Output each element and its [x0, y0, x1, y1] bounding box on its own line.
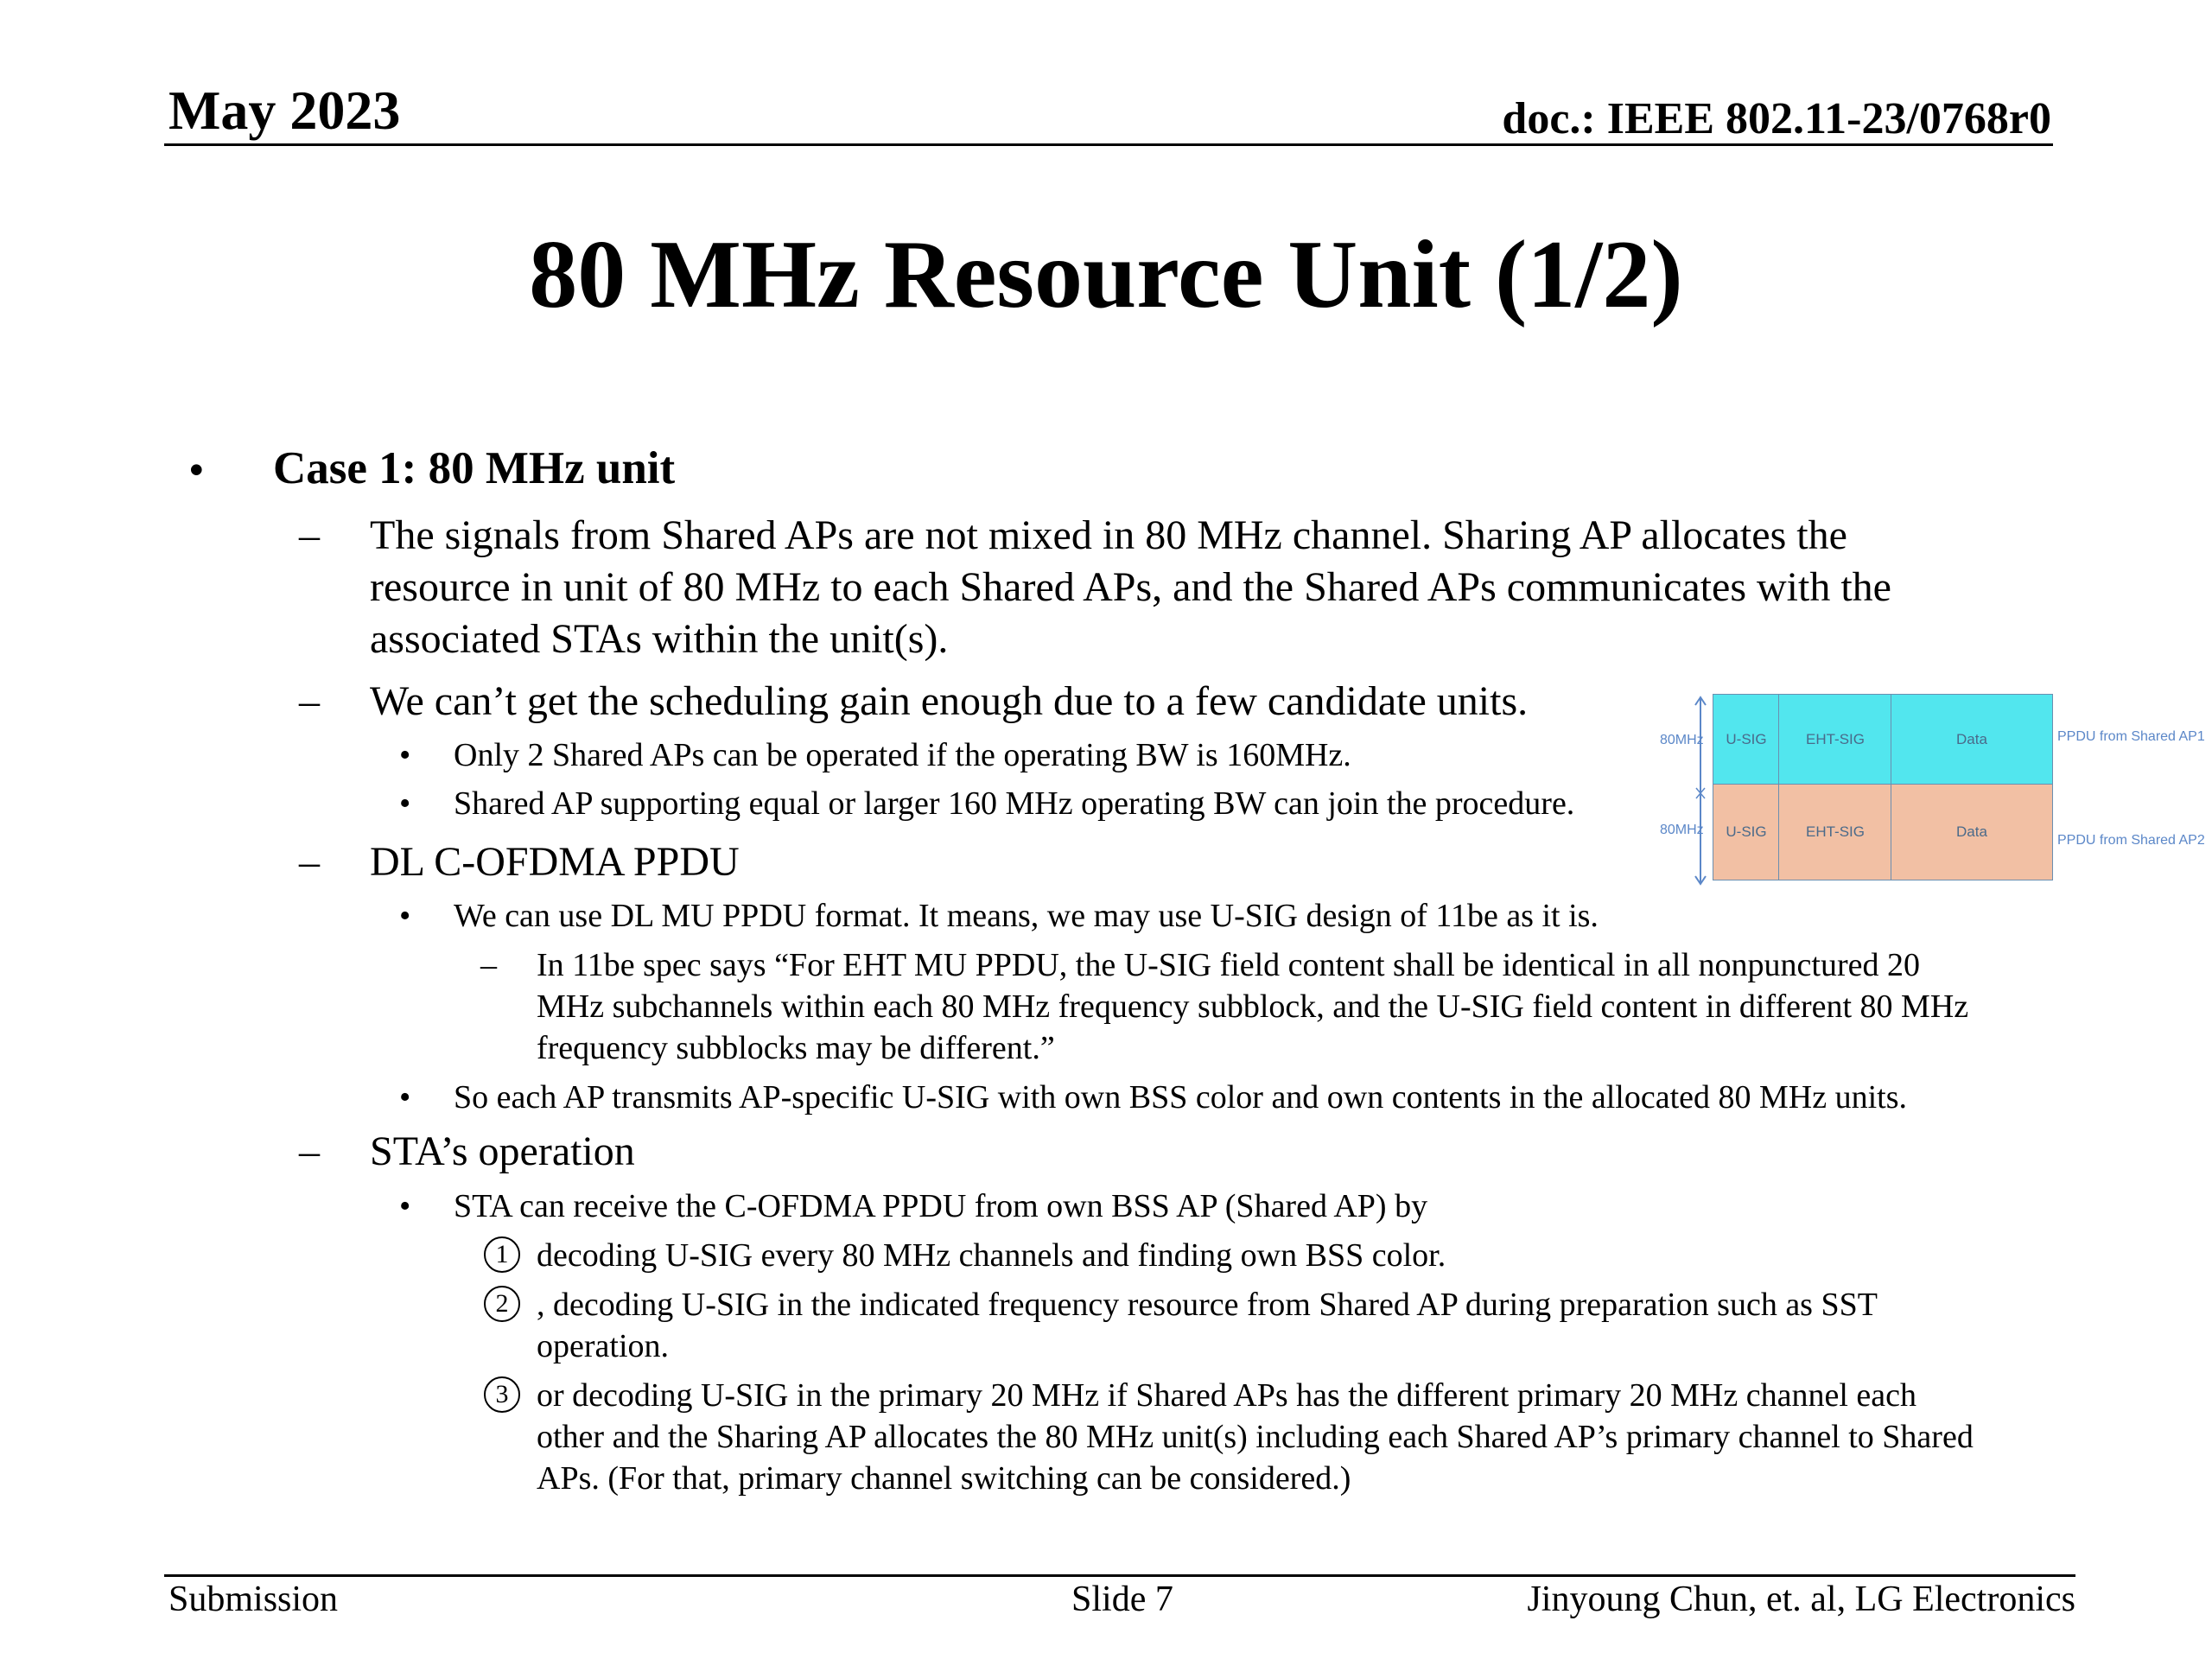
case1-heading: Case 1: 80 MHz unit	[273, 443, 676, 493]
bw-label-bottom: 80MHz	[1660, 823, 1704, 837]
slide-title: 80 MHz Resource Unit (1/2)	[529, 221, 1683, 328]
dash-marker: –	[480, 947, 497, 983]
ppdu-figure	[1646, 691, 2205, 890]
ap2-usig-field: U-SIG	[1713, 784, 1780, 880]
dash-marker: –	[299, 512, 320, 558]
dl-sub-line: We can use DL MU PPDU format. It means, we may use U-SIG design of 11be as it is.	[454, 898, 1599, 934]
footer-author: Jinyoung Chun, et. al, LG Electronics	[1527, 1580, 2075, 1619]
bw-label-top: 80MHz	[1660, 733, 1704, 747]
header-date: May 2023	[168, 79, 401, 141]
ap2-ehtsig-field: EHT-SIG	[1778, 784, 1892, 880]
header-divider	[164, 143, 2053, 146]
bullet-dot: •	[399, 898, 411, 934]
footer-slide-number: Slide 7	[1071, 1580, 1173, 1619]
step-line: APs. (For that, primary channel switching can be considered.)	[537, 1460, 1351, 1497]
step-line: decoding U-SIG every 80 MHz channels and finding own BSS color.	[537, 1237, 1446, 1274]
signals-line: resource in unit of 80 MHz to each Shared APs, and the Shared APs communicates with the	[370, 564, 1891, 610]
bullet-dot: •	[399, 737, 411, 773]
step-line: or decoding U-SIG in the primary 20 MHz if Shared APs has the different primary 20 MHz channel each	[537, 1377, 1916, 1414]
ap1-usig-field: U-SIG	[1713, 694, 1780, 785]
ppdu-label-ap2: PPDU from Shared AP2	[2057, 833, 2205, 848]
dl-sub-line: So each AP transmits AP-specific U-SIG with own BSS color and own contents in the allocated 80 MHz units.	[454, 1079, 1908, 1116]
spec-quote-line: In 11be spec says “For EHT MU PPDU, the U-SIG field content shall be identical in all nonpunctured 20	[537, 947, 1920, 983]
ap1-ehtsig-field: EHT-SIG	[1778, 694, 1892, 785]
dash-marker: –	[299, 1128, 320, 1174]
sta-heading: STA’s operation	[370, 1128, 635, 1174]
footer-divider	[164, 1574, 2075, 1577]
step-line: , decoding U-SIG in the indicated frequency resource from Shared AP during preparation such as SST	[537, 1287, 1878, 1323]
step-number-badge: 1	[484, 1236, 520, 1273]
step-number-badge: 2	[484, 1286, 520, 1322]
signals-line: The signals from Shared APs are not mixed in 80 MHz channel. Sharing AP allocates the	[370, 512, 1847, 558]
header-doc-id: doc.: IEEE 802.11-23/0768r0	[1502, 94, 2051, 143]
bullet-dot: •	[399, 785, 411, 822]
bullet-dot: •	[188, 445, 205, 495]
spec-quote-line: frequency subblocks may be different.”	[537, 1030, 1055, 1066]
ap1-data-field: Data	[1891, 694, 2053, 785]
footer-submission: Submission	[168, 1580, 339, 1619]
bullet-dot: •	[399, 1188, 411, 1224]
gain-sub-line: Shared AP supporting equal or larger 160 MHz operating BW can join the procedure.	[454, 785, 1575, 822]
dash-marker: –	[299, 678, 320, 724]
step-line: operation.	[537, 1328, 670, 1364]
ap2-data-field: Data	[1891, 784, 2053, 880]
step-line: other and the Sharing AP allocates the 80 MHz unit(s) including each Shared AP’s primary channel to Shared	[537, 1419, 1974, 1455]
gain-line: We can’t get the scheduling gain enough due to a few candidate units.	[370, 678, 1529, 724]
ppdu-label-ap1: PPDU from Shared AP1	[2057, 729, 2205, 744]
dl-heading: DL C-OFDMA PPDU	[370, 839, 740, 885]
gain-sub-line: Only 2 Shared APs can be operated if the operating BW is 160MHz.	[454, 737, 1351, 773]
dash-marker: –	[299, 839, 320, 885]
bullet-dot: •	[399, 1079, 411, 1116]
sta-sub-line: STA can receive the C-OFDMA PPDU from own BSS AP (Shared AP) by	[454, 1188, 1428, 1224]
spec-quote-line: MHz subchannels within each 80 MHz frequency subblock, and the U-SIG field content in different 80 MHz	[537, 988, 1969, 1025]
step-number-badge: 3	[484, 1376, 520, 1413]
signals-line: associated STAs within the unit(s).	[370, 616, 949, 662]
bandwidth-arrow-icon	[1692, 695, 1709, 887]
